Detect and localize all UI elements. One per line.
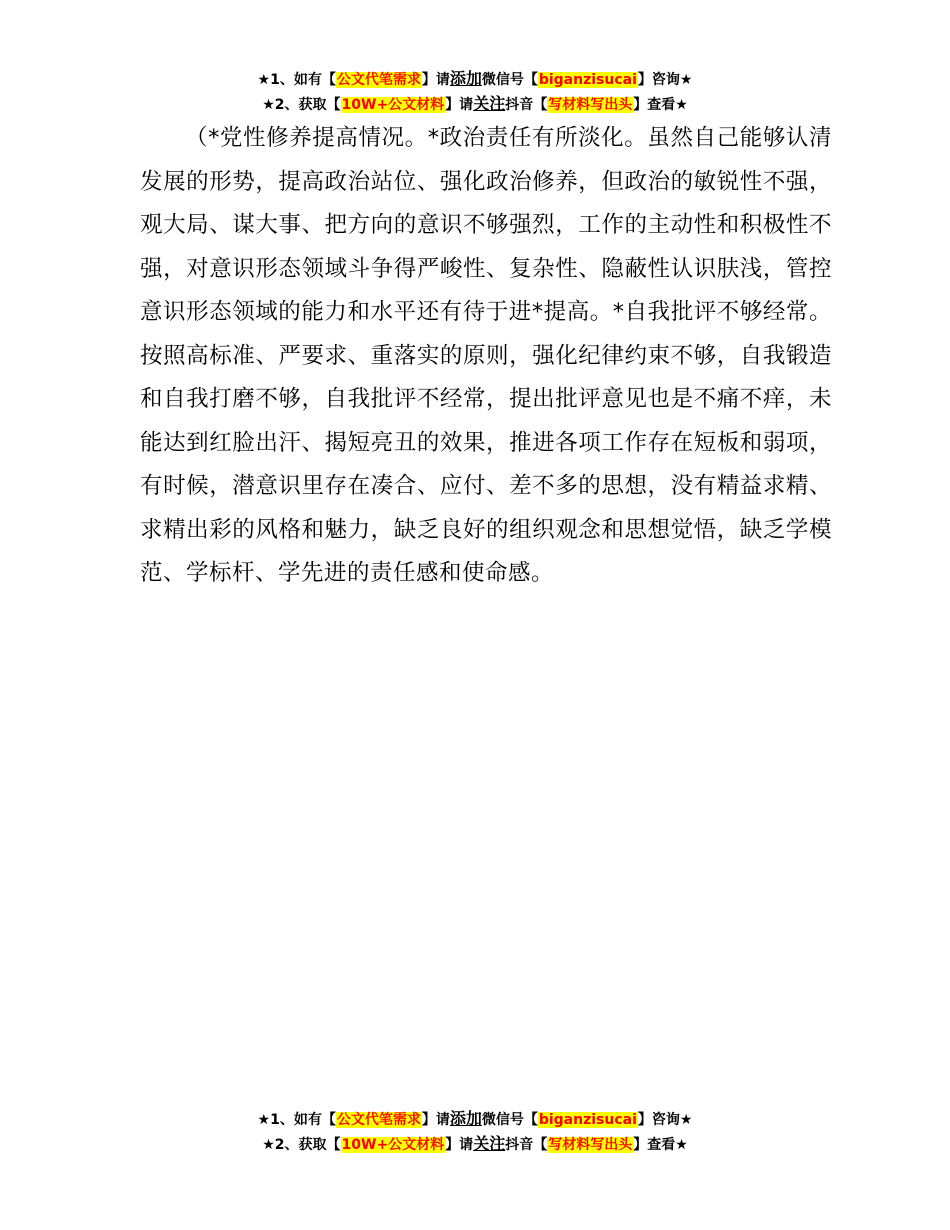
footer-line-2-suffix: 】查看★ <box>633 1137 688 1153</box>
footer-line-2-prefix: ★2、获取【 <box>262 1137 341 1153</box>
footer-line-1-highlight-wechat: biganzisucai <box>538 1112 637 1128</box>
header-line-2 <box>0 92 950 117</box>
header-line-2-mid: 】请 <box>445 97 474 113</box>
footer-line-2-mid: 】请 <box>445 1137 474 1153</box>
footer-line-1 <box>0 1107 950 1132</box>
footer-line-2-mid2: 抖音【 <box>505 1137 548 1153</box>
footer-line-2-emphasis: 关注 <box>473 1134 506 1153</box>
header-line-2-highlight-douyin: 写材料写出头 <box>548 97 633 113</box>
footer-line-1-emphasis: 添加 <box>449 1109 482 1128</box>
header-line-2-suffix: 】查看★ <box>633 97 688 113</box>
header-line-1-highlight-service: 公文代笔需求 <box>336 72 421 88</box>
header-line-2-highlight-materials: 10W+公文材料 <box>341 97 445 113</box>
header-line-1-mid2: 微信号【 <box>481 72 538 88</box>
footer-line-2-highlight-materials: 10W+公文材料 <box>341 1137 445 1153</box>
footer-line-1-mid2: 微信号【 <box>481 1112 538 1128</box>
header-banner <box>0 67 950 117</box>
header-line-1-emphasis: 添加 <box>449 69 482 88</box>
footer-line-2-highlight-douyin: 写材料写出头 <box>548 1137 633 1153</box>
header-line-1-highlight-wechat: biganzisucai <box>538 72 637 88</box>
header-line-2-emphasis: 关注 <box>473 94 506 113</box>
header-line-1-mid: 】请 <box>421 72 450 88</box>
footer-line-1-highlight-service: 公文代笔需求 <box>336 1112 421 1128</box>
footer-line-1-mid: 】请 <box>421 1112 450 1128</box>
footer-line-2 <box>0 1132 950 1157</box>
footer-line-1-prefix: ★1、如有【 <box>257 1112 336 1128</box>
header-line-1-suffix: 】咨询★ <box>637 72 693 88</box>
header-line-1 <box>0 67 950 92</box>
footer-banner <box>0 1107 950 1157</box>
header-line-1-prefix: ★1、如有【 <box>257 72 336 88</box>
header-line-2-prefix: ★2、获取【 <box>262 97 341 113</box>
header-line-2-mid2: 抖音【 <box>505 97 548 113</box>
body-paragraph: （*党性修养提高情况。*政治责任有所淡化。虽然自己能够认清发展的形势，提高政治站位、强化政治修养，但政治的敏锐性不强，观大局、谋大事、把方向的意识不够强烈，工作的主动性和积极性不强，对意识形态领域斗争得严峻性、复杂性、隐蔽性认识肤浅，管控意识形态领域的能力和水平还有待于进*提高。*自我批评不够经常。按照高标准、严要求、重落实的原则，强化纪律约束不够，自我锻造和自我打磨不够，自我批评不经常，提出批评意见也是不痛不痒，未能达到红脸出汗、揭短亮丑的效果，推进各项工作存在短板和弱项，有时候，潜意识里存在凑合、应付、差不多的思想，没有精益求精、求精出彩的风格和魅力，缺乏良好的组织观念和思想觉悟，缺乏学模范、学标杆、学先进的责任感和使命感。 <box>140 125 832 586</box>
footer-line-1-suffix: 】咨询★ <box>637 1112 693 1128</box>
